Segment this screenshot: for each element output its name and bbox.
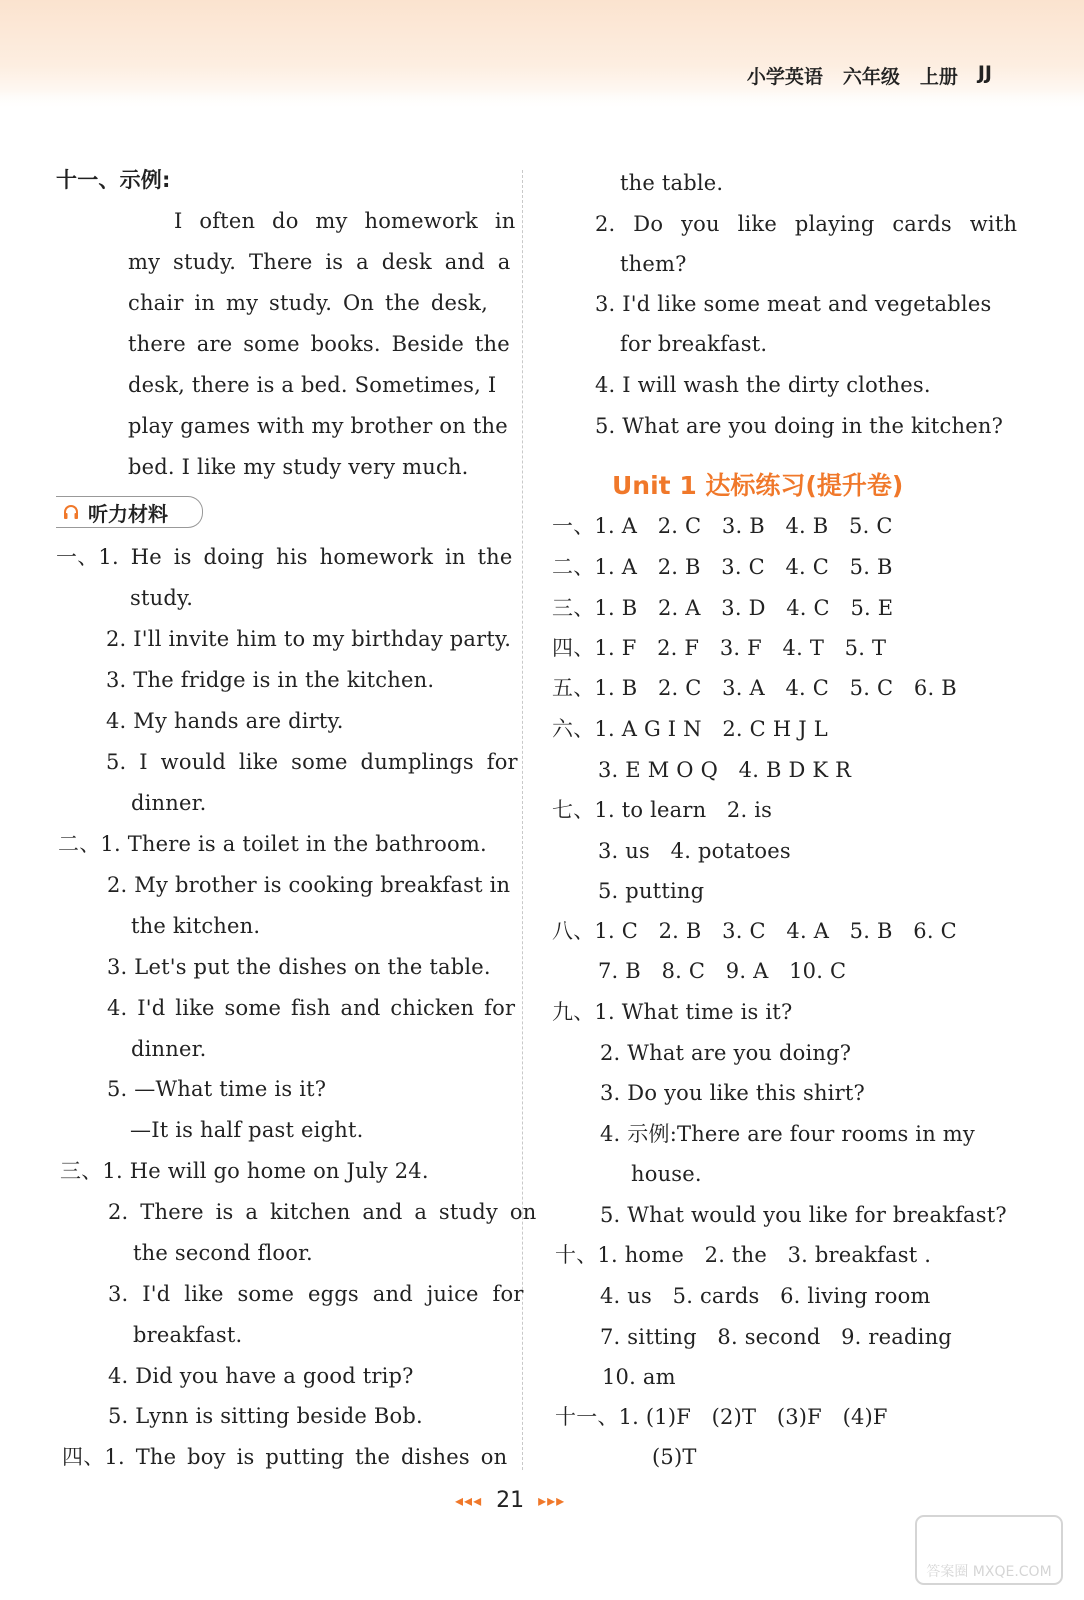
left-line: chair in my study. On the desk, xyxy=(128,291,488,315)
right-line: 十一、1. (1)F (2)T (3)F (4)F xyxy=(555,1405,888,1429)
right-line: 3. E M O Q 4. B D K R xyxy=(598,758,852,782)
left-line: I often do my homework in xyxy=(174,209,516,233)
right-line: 4. us 5. cards 6. living room xyxy=(600,1284,931,1308)
left-line: —It is half past eight. xyxy=(130,1118,364,1142)
right-line: 2. Do you like playing cards with xyxy=(595,212,1018,236)
column-divider xyxy=(522,170,523,1470)
left-line: bed. I like my study very much. xyxy=(128,455,469,479)
left-line: 4. My hands are dirty. xyxy=(106,709,344,733)
left-line: 十一、示例: xyxy=(56,168,171,192)
right-line: 3. I'd like some meat and vegetables xyxy=(595,292,992,316)
left-line: play games with my brother on the xyxy=(128,414,508,438)
unit-title: Unit 1 达标练习(提升卷) xyxy=(612,471,904,500)
right-line: 十、1. home 2. the 3. breakfast . xyxy=(555,1243,932,1267)
left-line: 5. Lynn is sitting beside Bob. xyxy=(108,1404,423,1428)
right-line: 七、1. to learn 2. is xyxy=(552,798,773,822)
left-line: 四、1. The boy is putting the dishes on xyxy=(62,1445,508,1469)
left-line: my study. There is a desk and a xyxy=(128,250,511,274)
right-line: 5. putting xyxy=(598,879,705,903)
left-line: 2. I'll invite him to my birthday party. xyxy=(106,627,512,651)
right-line: 2. What are you doing? xyxy=(600,1041,852,1065)
previous-arrows-icon: ◂◂◂ xyxy=(455,1491,483,1510)
left-line: 5. I would like some dumplings for xyxy=(106,750,518,774)
left-line: 二、1. There is a toilet in the bathroom. xyxy=(58,832,487,856)
left-line: the second floor. xyxy=(133,1241,313,1265)
right-line: 九、1. What time is it? xyxy=(552,1000,793,1024)
right-line: the table. xyxy=(620,171,724,195)
right-line: 六、1. A G I N 2. C H J L xyxy=(552,717,828,741)
left-line: dinner. xyxy=(131,1037,207,1061)
listening-material-tag xyxy=(56,496,203,528)
right-line: 3. Do you like this shirt? xyxy=(600,1081,865,1105)
right-line: 五、1. B 2. C 3. A 4. C 5. C 6. B xyxy=(552,676,957,700)
page-footer xyxy=(455,1488,565,1513)
listening-material-label: 听力材料 xyxy=(88,501,168,526)
left-line: breakfast. xyxy=(133,1323,243,1347)
header-meta xyxy=(747,62,992,89)
right-line: 四、1. F 2. F 3. F 4. T 5. T xyxy=(552,636,887,660)
left-line: the kitchen. xyxy=(131,914,261,938)
left-line: 3. Let's put the dishes on the table. xyxy=(107,955,491,979)
right-line: 4. I will wash the dirty clothes. xyxy=(595,373,931,397)
left-line: 5. —What time is it? xyxy=(107,1077,327,1101)
header-edition: JJ xyxy=(977,62,992,84)
header-volume: 上册 xyxy=(919,66,958,88)
header-band xyxy=(0,0,1084,110)
watermark-text: 答案圈 MXQE.COM xyxy=(926,1564,1052,1580)
right-line: 4. 示例:There are four rooms in my xyxy=(600,1122,975,1146)
right-line: 3. us 4. potatoes xyxy=(598,839,791,863)
left-line: 2. There is a kitchen and a study on xyxy=(108,1200,537,1224)
right-line: them? xyxy=(620,252,687,276)
left-line: 一、1. He is doing his homework in the xyxy=(56,545,513,569)
left-line: 4. I'd like some fish and chicken for xyxy=(107,996,516,1020)
header-subject: 小学英语 xyxy=(746,66,823,88)
left-line: desk, there is a bed. Sometimes, I xyxy=(128,373,497,397)
header-grade: 六年级 xyxy=(842,66,900,88)
right-line: 二、1. A 2. B 3. C 4. C 5. B xyxy=(552,555,893,579)
left-line: 3. I'd like some eggs and juice for xyxy=(108,1282,524,1306)
left-line: 2. My brother is cooking breakfast in xyxy=(107,873,511,897)
headphones-icon xyxy=(62,503,80,521)
left-line: 3. The fridge is in the kitchen. xyxy=(106,668,435,692)
left-line: study. xyxy=(130,586,194,610)
right-line: 一、1. A 2. C 3. B 4. B 5. C xyxy=(552,514,893,538)
left-line: dinner. xyxy=(131,791,207,815)
right-line: 八、1. C 2. B 3. C 4. A 5. B 6. C xyxy=(552,919,957,943)
left-line: 4. Did you have a good trip? xyxy=(108,1364,414,1388)
right-line: 5. What are you doing in the kitchen? xyxy=(595,414,1004,438)
watermark-logo xyxy=(914,1514,1064,1586)
right-line: 10. am xyxy=(602,1365,676,1389)
right-line: 7. sitting 8. second 9. reading xyxy=(600,1325,952,1349)
left-line: there are some books. Beside the xyxy=(128,332,510,356)
right-line: 7. B 8. C 9. A 10. C xyxy=(598,959,847,983)
right-line: for breakfast. xyxy=(620,332,768,356)
right-line: house. xyxy=(631,1162,702,1186)
page-number: 21 xyxy=(496,1488,525,1513)
right-line: (5)T xyxy=(652,1445,697,1469)
left-line: 三、1. He will go home on July 24. xyxy=(60,1159,429,1183)
right-line: 三、1. B 2. A 3. D 4. C 5. E xyxy=(552,596,894,620)
right-line: 5. What would you like for breakfast? xyxy=(600,1203,1007,1227)
next-arrows-icon: ▸▸▸ xyxy=(538,1491,566,1510)
